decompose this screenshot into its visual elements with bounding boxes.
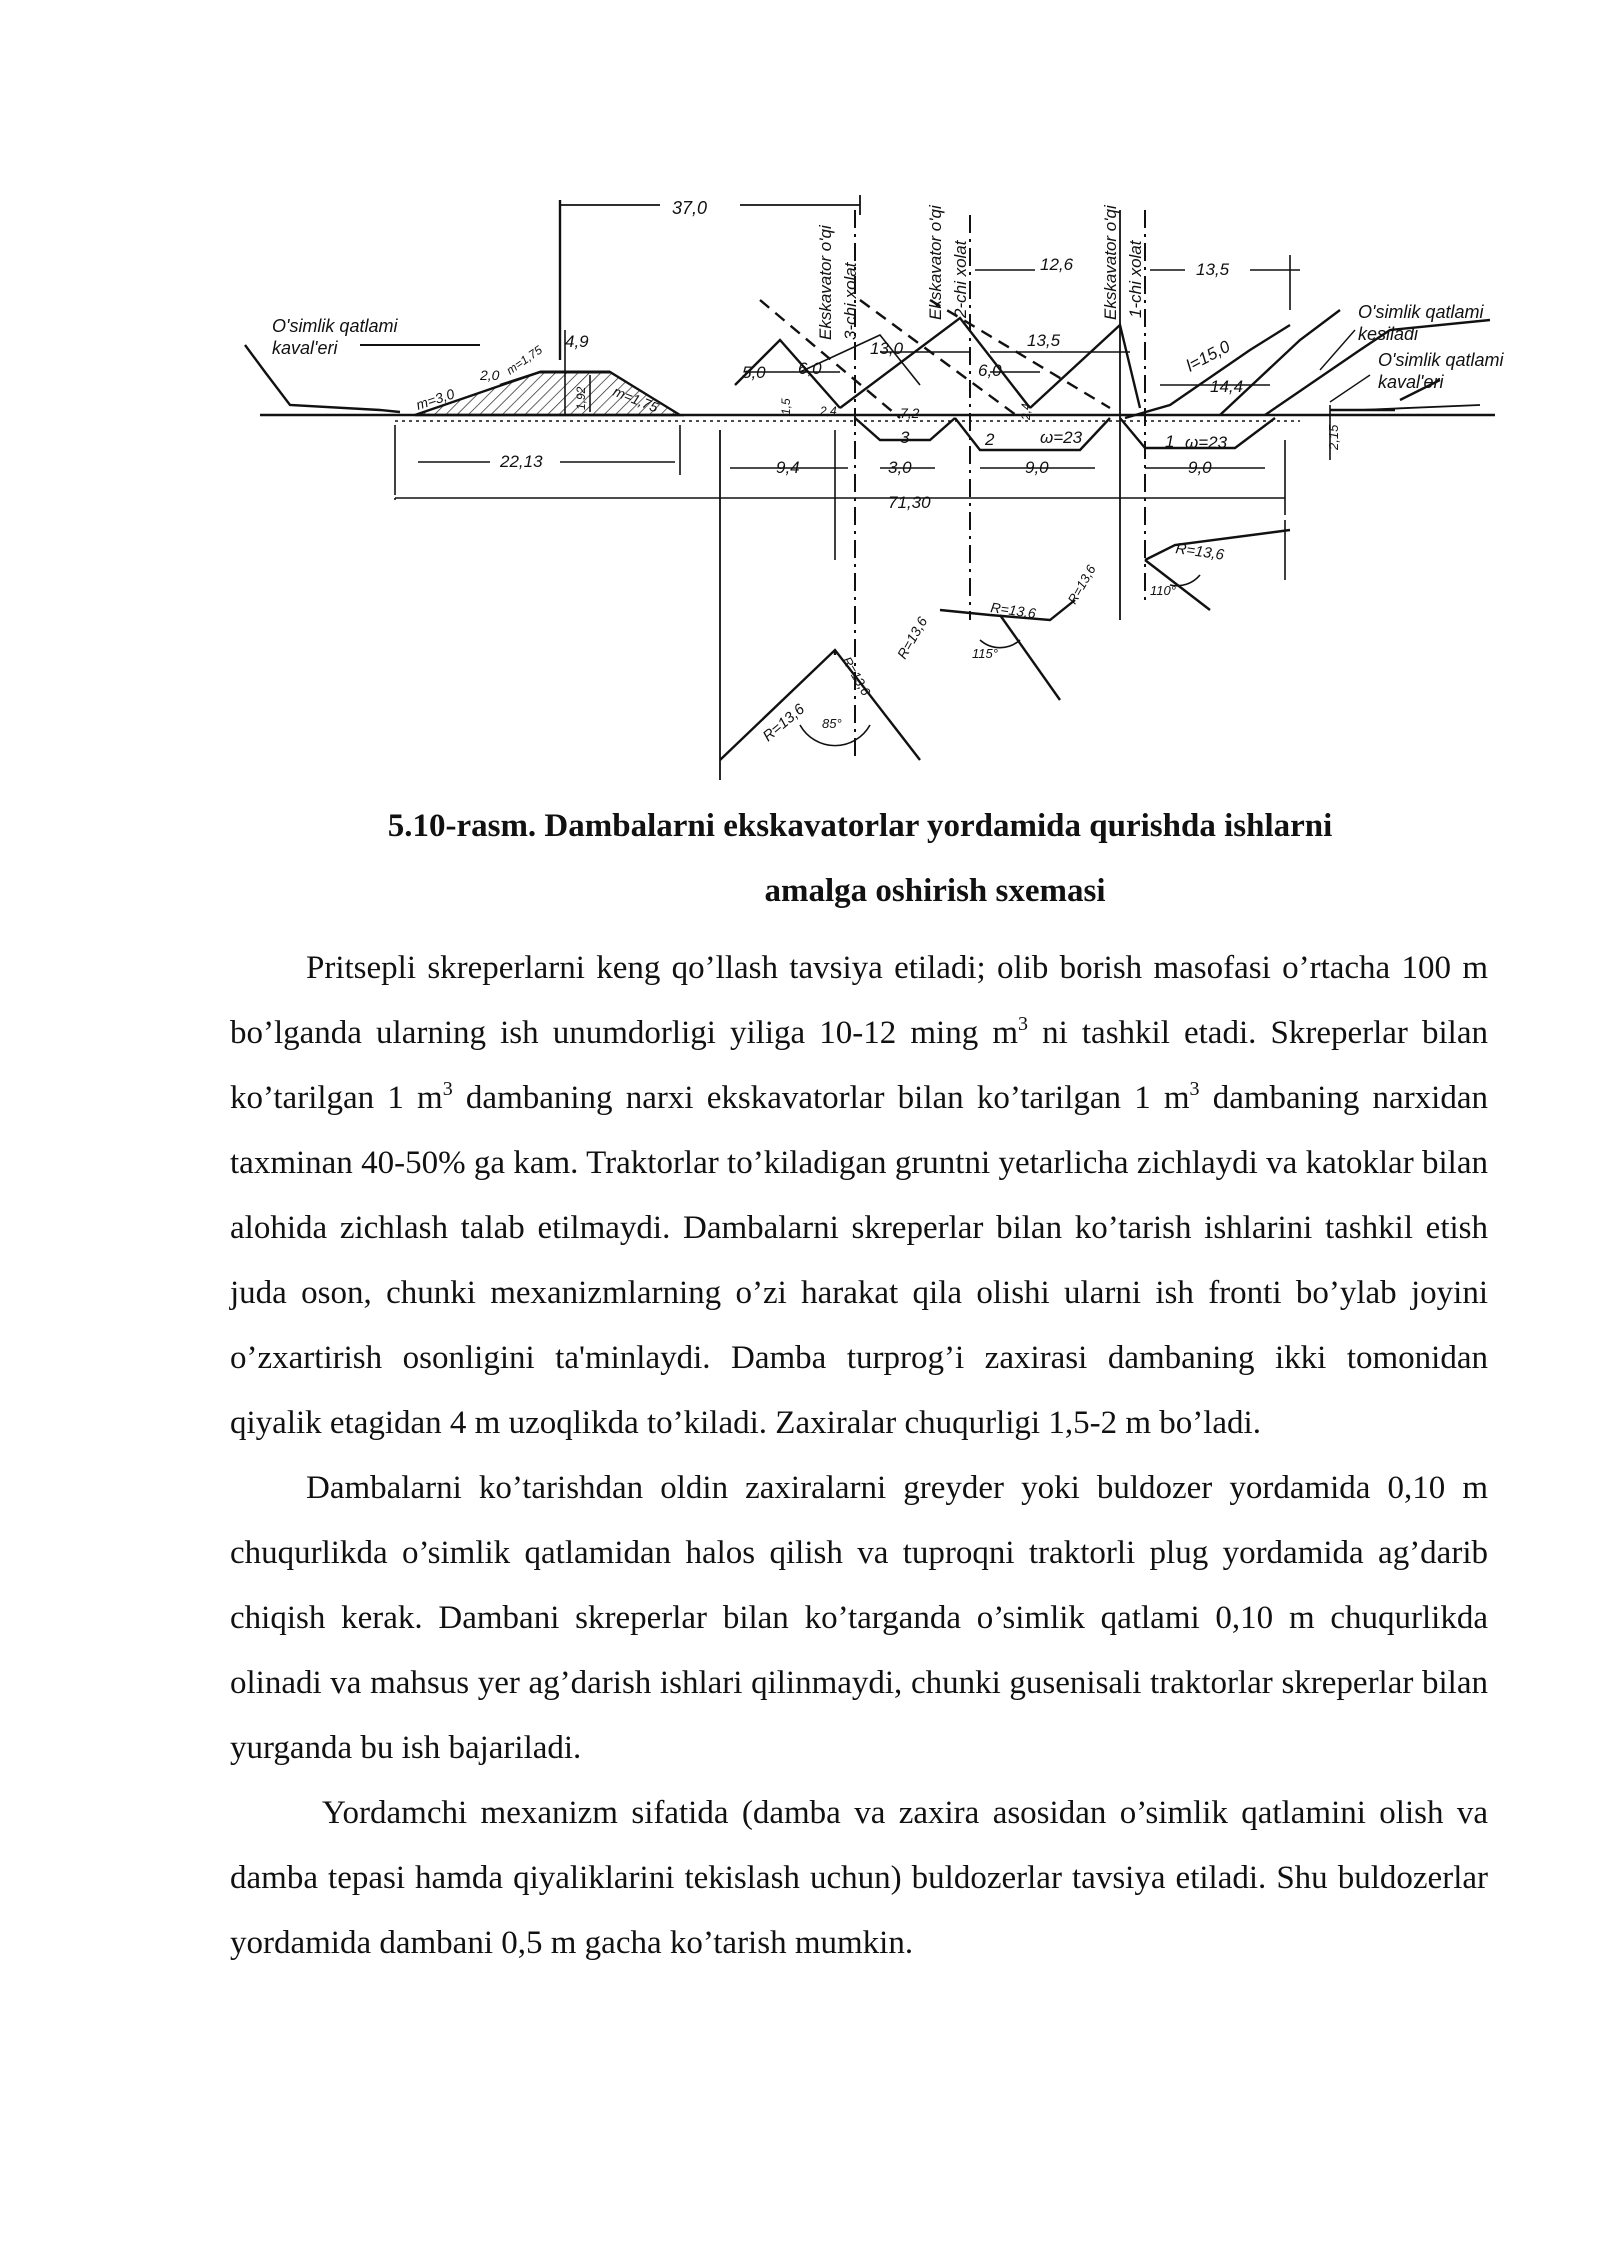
paragraph-1-part-d: dambaning narxidan taxminan 40-50% ga kam. Traktorlar to’kiladigan gruntni yetarlicha zichlaydi va katoklar bilan alohida zichlash talab etilmaydi. Dambalarni skreperlar bilan ko’tarish ishlarini tashkil etish juda oson, chunki mexanizmlarning o’zi harakat qila olishi ularni ish fronti bo’ylab joyini o’zxartirish osonligini ta'minlaydi. Damba turprog’i zaxirasi dambaning ikki tomonidan qiyalik etagidan 4 m uzoqlikda to’kiladi. Zaxiralar chuqurligi 1,5-2 m bo’ladi. bbox=[230, 1080, 1488, 1441]
trench-number-3: 3 bbox=[900, 428, 910, 447]
dim-13-0: 13,0 bbox=[870, 339, 904, 358]
dim-2-4-a: 2,4 bbox=[820, 404, 837, 418]
dim-9-4: 9,4 bbox=[776, 458, 800, 477]
dim-2-0: 2,0 bbox=[480, 367, 500, 383]
dim-1-92: 1,92 bbox=[574, 386, 588, 410]
vegetation-right-label-1: O'simlik qatlami bbox=[1378, 350, 1504, 370]
paragraph-1-part-c: dambaning narxi ekskavatorlar bilan ko’tarilgan 1 m bbox=[452, 1080, 1190, 1116]
radius-label-5: R=13,6 bbox=[1064, 562, 1099, 607]
dim-12-6: 12,6 bbox=[1040, 255, 1074, 274]
body-text bbox=[230, 936, 1488, 1976]
dim-3-0: 3,0 bbox=[888, 458, 912, 477]
angle-85-label: 85° bbox=[822, 716, 842, 731]
dim-2-15: 2,15 bbox=[1326, 424, 1341, 450]
radius-label-3: R=13,6 bbox=[893, 614, 931, 662]
dim-22-13: 22,13 bbox=[500, 452, 543, 471]
excavator-state-3-label: 3-chi xolat bbox=[841, 262, 860, 340]
vegetation-right-label-2: kaval'eri bbox=[1378, 372, 1444, 392]
paragraph-2: Dambalarni ko’tarishdan oldin zaxiralarni greyder yoki buldozer yordamida 0,10 m chuqurlikda o’simlik qatlamidan halos qilish va tuproqni traktorli plug yordamida ag’darib chiqish kerak. Dambani skreperlar bilan ko’targanda o’simlik qatlami 0,10 m chuqurlikda olinadi va mahsus yer ag’darish ishlari qilinmaydi, chunki gusenisali traktorlar skreperlar bilan yurganda bu ish bajariladi. bbox=[230, 1470, 1488, 1766]
vegetation-right-cut-label-2: kesiladi bbox=[1358, 324, 1419, 344]
dim-37-0: 37,0 bbox=[672, 198, 708, 218]
omega-23-b: ω=23 bbox=[1185, 433, 1228, 452]
dim-15-0: l=15,0 bbox=[1182, 336, 1234, 376]
dim-6-0-b: 6,0 bbox=[978, 361, 1002, 380]
radius-label-1: R=13,6 bbox=[759, 700, 808, 746]
excavator-axis-1-label: Ekskavator o'qi bbox=[1101, 205, 1120, 320]
radius-label-2: R=13,6 bbox=[839, 654, 874, 699]
excavator-state-2-label: 2-chi xolat bbox=[951, 240, 970, 318]
vegetation-right-cut-label-1: O'simlik qatlami bbox=[1358, 302, 1484, 322]
dim-14-4: 14,4 bbox=[1210, 377, 1244, 396]
dim-71-30: 71,30 bbox=[888, 493, 931, 512]
dim-5-0: 5,0 bbox=[742, 363, 766, 382]
dim-13-5-top: 13,5 bbox=[1196, 260, 1230, 279]
paragraph-1-part-b: ni tashkil etadi. Skreperlar bilan ko’tarilgan 1 m bbox=[230, 1015, 1488, 1116]
dim-7-2: 7,2 bbox=[900, 405, 920, 421]
embankment-construction-diagram bbox=[230, 160, 1550, 800]
diagram-labels bbox=[272, 198, 1504, 745]
vegetation-left-label-1: O'simlik qatlami bbox=[272, 316, 398, 336]
superscript-3: 3 bbox=[1189, 1078, 1200, 1100]
angle-115-label: 115° bbox=[972, 646, 998, 661]
dim-6-0-a: 6,0 bbox=[798, 359, 822, 378]
dim-1-5: 1,5 bbox=[779, 398, 793, 415]
vegetation-left-label-2: kaval'eri bbox=[272, 338, 338, 358]
figure-caption-line-2: amalga oshirish sxemasi bbox=[764, 873, 1106, 909]
dim-9-0-a: 9,0 bbox=[1025, 458, 1049, 477]
radius-label-6: R=13,6 bbox=[1174, 540, 1226, 564]
excavator-axis-2-label: Ekskavator o'qi bbox=[926, 205, 945, 320]
dim-2-4-b: 2,4 bbox=[1019, 403, 1033, 420]
paragraph-1 bbox=[230, 936, 1488, 1456]
trench-number-2: 2 bbox=[985, 430, 995, 449]
dim-4-9: 4,9 bbox=[565, 332, 589, 351]
slope-m-1-75-a: m=1,75 bbox=[503, 342, 545, 378]
omega-23-a: ω=23 bbox=[1040, 428, 1083, 447]
trench-number-1: 1 bbox=[1165, 432, 1175, 451]
paragraph-1-part-a: Pritsepli skreperlarni keng qo’llash tavsiya etiladi; olib borish masofasi o’rtacha 100 m bo’lganda ularning ish unumdorligi yiliga 10-12 ming m bbox=[230, 950, 1488, 1051]
angle-110-label: 110° bbox=[1150, 583, 1176, 598]
radius-label-4: R=13,6 bbox=[989, 599, 1037, 622]
slope-m-1-75-b: m=1,75 bbox=[610, 382, 661, 416]
paragraph-3: Yordamchi mexanizm sifatida (damba va zaxira asosidan o’simlik qatlamini olish va damba tepasi hamda qiyaliklarini tekislash uchun) buldozerlar tavsiya etiladi. Shu buldozerlar yordamida dambani 0,5 m gacha ko’tarish mumkin. bbox=[230, 1795, 1488, 1961]
figure-caption-line-1: 5.10-rasm. Dambalarni ekskavatorlar yordamida qurishda ishlarni bbox=[387, 808, 1333, 844]
dim-9-0-b: 9,0 bbox=[1188, 458, 1212, 477]
slope-m-3-0: m=3,0 bbox=[413, 385, 457, 413]
excavator-axis-3-label: Ekskavator o'qi bbox=[816, 225, 835, 340]
superscript-3: 3 bbox=[1018, 1013, 1028, 1035]
excavator-state-1-label: 1-chi xolat bbox=[1126, 240, 1145, 318]
dim-13-5-mid: 13,5 bbox=[1027, 331, 1061, 350]
superscript-3: 3 bbox=[442, 1078, 453, 1100]
